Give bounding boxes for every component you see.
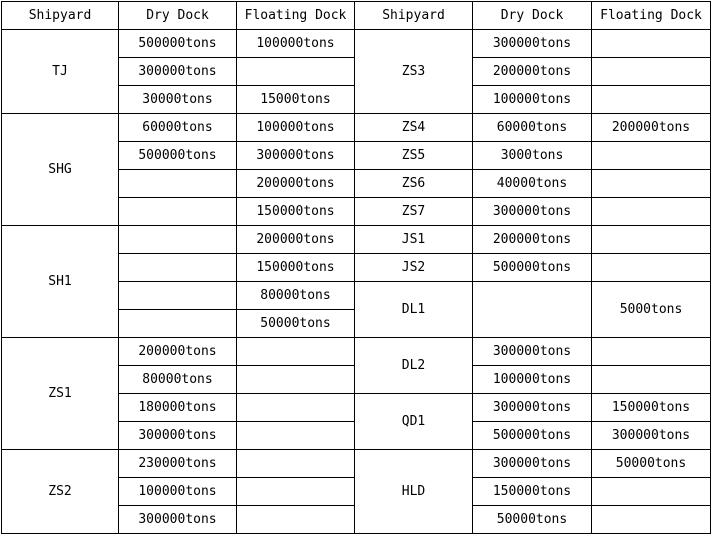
table-row [2, 450, 711, 478]
floating-dock-cell: 150000tons [237, 254, 355, 282]
floating-dock-cell: 200000tons [237, 170, 355, 198]
shipyard-cell: HLD [355, 450, 473, 534]
dry-dock-cell: 300000tons [473, 338, 592, 366]
dry-dock-cell: 50000tons [473, 506, 592, 534]
floating-dock-cell: 300000tons [592, 422, 711, 450]
header-dry-dock-right: Dry Dock [473, 2, 592, 30]
table-row [2, 114, 711, 142]
header-floating-dock-right: Floating Dock [592, 2, 711, 30]
dry-dock-cell: 100000tons [473, 86, 592, 114]
dry-dock-cell: 300000tons [119, 422, 237, 450]
floating-dock-cell [237, 366, 355, 394]
floating-dock-cell [592, 30, 711, 58]
dry-dock-cell: 300000tons [119, 58, 237, 86]
dry-dock-cell: 180000tons [119, 394, 237, 422]
shipyard-cell: SH1 [2, 226, 119, 338]
floating-dock-cell [592, 170, 711, 198]
shipyard-cell: ZS5 [355, 142, 473, 170]
floating-dock-cell [592, 142, 711, 170]
floating-dock-cell [237, 338, 355, 366]
dry-dock-cell: 200000tons [473, 226, 592, 254]
dry-dock-cell: 150000tons [473, 478, 592, 506]
shipyard-cell: ZS4 [355, 114, 473, 142]
floating-dock-cell [237, 58, 355, 86]
floating-dock-cell [592, 366, 711, 394]
dry-dock-cell [119, 170, 237, 198]
table-row [2, 226, 711, 254]
floating-dock-cell [592, 226, 711, 254]
shipyard-cell: ZS7 [355, 198, 473, 226]
shipyard-cell: TJ [2, 30, 119, 114]
floating-dock-cell [592, 86, 711, 114]
dry-dock-cell: 200000tons [473, 58, 592, 86]
dry-dock-cell: 30000tons [119, 86, 237, 114]
table-row [2, 30, 711, 58]
floating-dock-cell [237, 394, 355, 422]
floating-dock-cell: 50000tons [237, 310, 355, 338]
dry-dock-cell: 100000tons [119, 478, 237, 506]
dry-dock-cell: 300000tons [473, 394, 592, 422]
dry-dock-cell: 500000tons [473, 422, 592, 450]
floating-dock-cell: 100000tons [237, 30, 355, 58]
dry-dock-cell [119, 198, 237, 226]
dry-dock-cell: 230000tons [119, 450, 237, 478]
floating-dock-cell [592, 198, 711, 226]
dry-dock-cell [119, 226, 237, 254]
dry-dock-cell: 3000tons [473, 142, 592, 170]
shipyard-cell: JS2 [355, 254, 473, 282]
shipyard-dock-table [1, 1, 711, 534]
floating-dock-cell [237, 450, 355, 478]
dry-dock-cell: 300000tons [119, 506, 237, 534]
floating-dock-cell: 200000tons [237, 226, 355, 254]
shipyard-cell: QD1 [355, 394, 473, 450]
dry-dock-cell: 300000tons [473, 450, 592, 478]
floating-dock-cell: 100000tons [237, 114, 355, 142]
shipyard-cell: ZS3 [355, 30, 473, 114]
dry-dock-cell: 500000tons [473, 254, 592, 282]
dry-dock-cell: 60000tons [473, 114, 592, 142]
shipyard-cell: ZS6 [355, 170, 473, 198]
header-row [2, 2, 711, 30]
floating-dock-cell: 15000tons [237, 86, 355, 114]
dry-dock-cell [473, 282, 592, 338]
dry-dock-cell: 80000tons [119, 366, 237, 394]
header-shipyard-right: Shipyard [355, 2, 473, 30]
shipyard-cell: JS1 [355, 226, 473, 254]
shipyard-cell: ZS2 [2, 450, 119, 534]
header-floating-dock-left: Floating Dock [237, 2, 355, 30]
floating-dock-cell [237, 478, 355, 506]
floating-dock-cell [592, 254, 711, 282]
dry-dock-cell: 500000tons [119, 30, 237, 58]
dry-dock-cell: 300000tons [473, 30, 592, 58]
shipyard-cell: ZS1 [2, 338, 119, 450]
header-shipyard-left: Shipyard [2, 2, 119, 30]
dry-dock-cell: 60000tons [119, 114, 237, 142]
dry-dock-cell [119, 282, 237, 310]
floating-dock-cell: 5000tons [592, 282, 711, 338]
dry-dock-cell: 200000tons [119, 338, 237, 366]
floating-dock-cell [237, 506, 355, 534]
floating-dock-cell [592, 478, 711, 506]
floating-dock-cell: 200000tons [592, 114, 711, 142]
shipyard-cell: DL2 [355, 338, 473, 394]
header-dry-dock-left: Dry Dock [119, 2, 237, 30]
dry-dock-cell: 300000tons [473, 198, 592, 226]
floating-dock-cell: 80000tons [237, 282, 355, 310]
floating-dock-cell [237, 422, 355, 450]
floating-dock-cell [592, 506, 711, 534]
floating-dock-cell [592, 58, 711, 86]
floating-dock-cell [592, 338, 711, 366]
floating-dock-cell: 150000tons [592, 394, 711, 422]
dry-dock-cell [119, 254, 237, 282]
dry-dock-cell: 100000tons [473, 366, 592, 394]
table-row [2, 338, 711, 366]
floating-dock-cell: 150000tons [237, 198, 355, 226]
floating-dock-cell: 300000tons [237, 142, 355, 170]
dry-dock-cell [119, 310, 237, 338]
shipyard-cell: SHG [2, 114, 119, 226]
floating-dock-cell: 50000tons [592, 450, 711, 478]
dry-dock-cell: 500000tons [119, 142, 237, 170]
dry-dock-cell: 40000tons [473, 170, 592, 198]
shipyard-cell: DL1 [355, 282, 473, 338]
